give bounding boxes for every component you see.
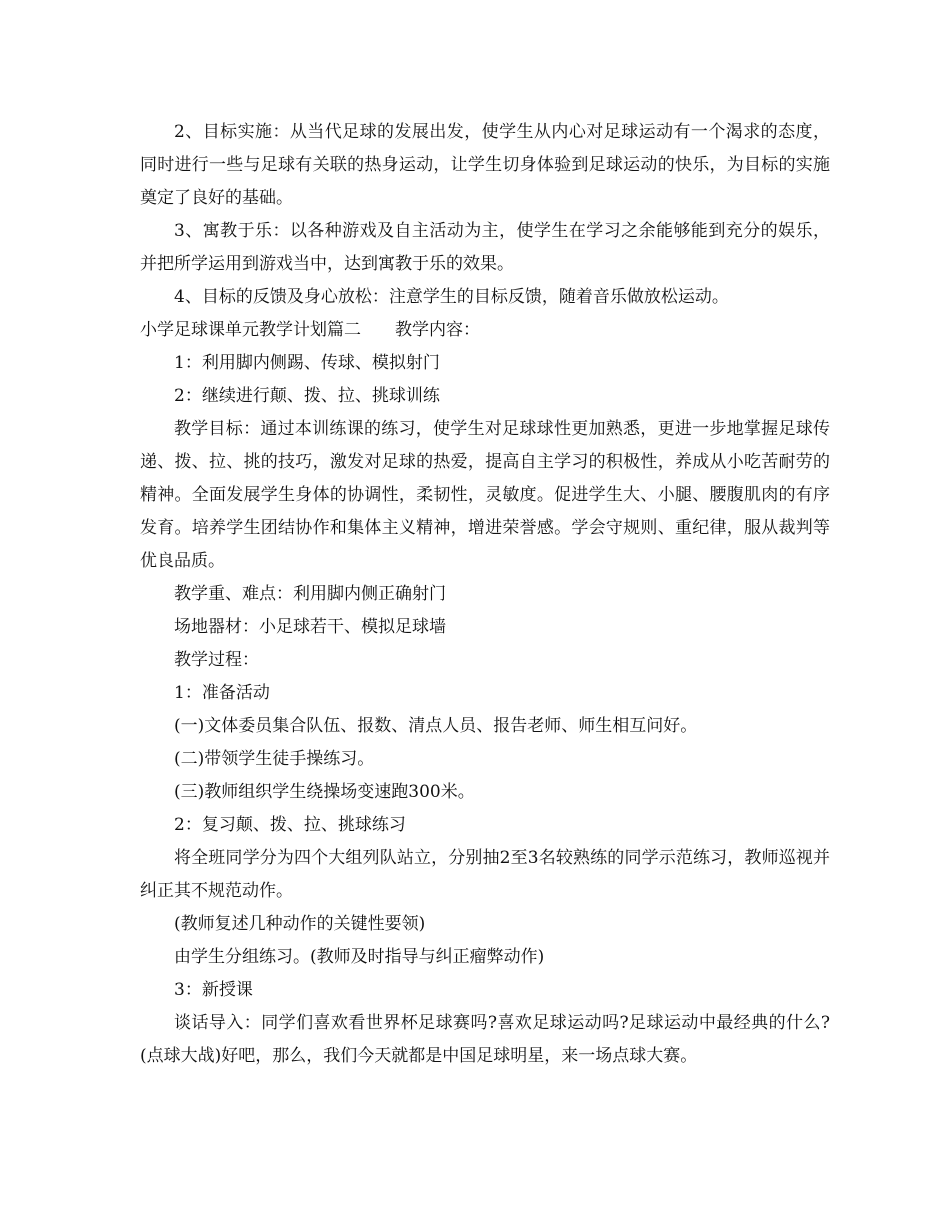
process-step-2: 2：复习颠、拨、拉、挑球练习	[174, 815, 406, 835]
section-heading-plan-two: 小学足球课单元教学计划篇二 教学内容：	[140, 320, 480, 340]
paragraph-teaching-goals: 教学目标：通过本训练课的练习，使学生对足球球性更加熟悉，更进一步地掌握足球传递、拨、拉、挑的技巧，激发对足球的热爱，提高自主学习的积极性，养成从小吃苦耐劳的精神。全面发展学生身体的协调性，柔韧性，灵敏度。促进学生大、小腿、腰腹肌肉的有序发育。培养学生团结协作和集体主义精神，增进荣誉感。学会守规则、重纪律，服从裁判等优良品质。	[140, 419, 830, 571]
process-step-3: 3：新授课	[174, 980, 253, 1000]
paragraph-feedback-relax: 4、目标的反馈及身心放松：注意学生的目标反馈，随着音乐做放松运动。	[174, 287, 729, 307]
document-body	[140, 116, 830, 1073]
process-step-1: 1：准备活动	[174, 683, 270, 703]
paragraph-process-heading: 教学过程：	[174, 650, 259, 670]
process-step-1-a: (一)文体委员集合队伍、报数、清点人员、报告老师、师生相互问好。	[174, 716, 698, 736]
paragraph-equipment: 场地器材：小足球若干、模拟足球墙	[174, 617, 446, 637]
process-step-1-c: (三)教师组织学生绕操场变速跑300米。	[174, 782, 475, 802]
paragraph-key-points: 教学重、难点：利用脚内侧正确射门	[174, 584, 446, 604]
paragraph-goal-implementation: 2、目标实施：从当代足球的发展出发，使学生从内心对足球运动有一个渴求的态度，同时进行一些与足球有关联的热身运动，让学生切身体验到足球运动的快乐，为目标的实施奠定了良好的基础。	[140, 122, 830, 208]
process-step-2-groups: 将全班同学分为四个大组列队站立，分别抽2至3名较熟练的同学示范练习，教师巡视并纠正其不规范动作。	[140, 848, 830, 901]
process-step-2-practice: 由学生分组练习。(教师及时指导与纠正瘤弊动作)	[174, 947, 545, 967]
teaching-content-item-1: 1：利用脚内侧踢、传球、模拟射门	[174, 353, 440, 373]
process-step-2-review: (教师复述几种动作的关键性要领)	[174, 914, 426, 934]
process-step-3-intro: 谈话导入：同学们喜欢看世界杯足球赛吗?喜欢足球运动吗?足球运动中最经典的什么?(点球大战)好吧，那么，我们今天就都是中国足球明星，来一场点球大赛。	[140, 1013, 830, 1066]
teaching-content-item-2: 2：继续进行颠、拨、拉、挑球训练	[174, 386, 440, 406]
paragraph-teaching-through-fun: 3、寓教于乐：以各种游戏及自主活动为主，使学生在学习之余能够能到充分的娱乐，并把所学运用到游戏当中，达到寓教于乐的效果。	[140, 221, 830, 274]
process-step-1-b: (二)带领学生徒手操练习。	[174, 749, 375, 769]
